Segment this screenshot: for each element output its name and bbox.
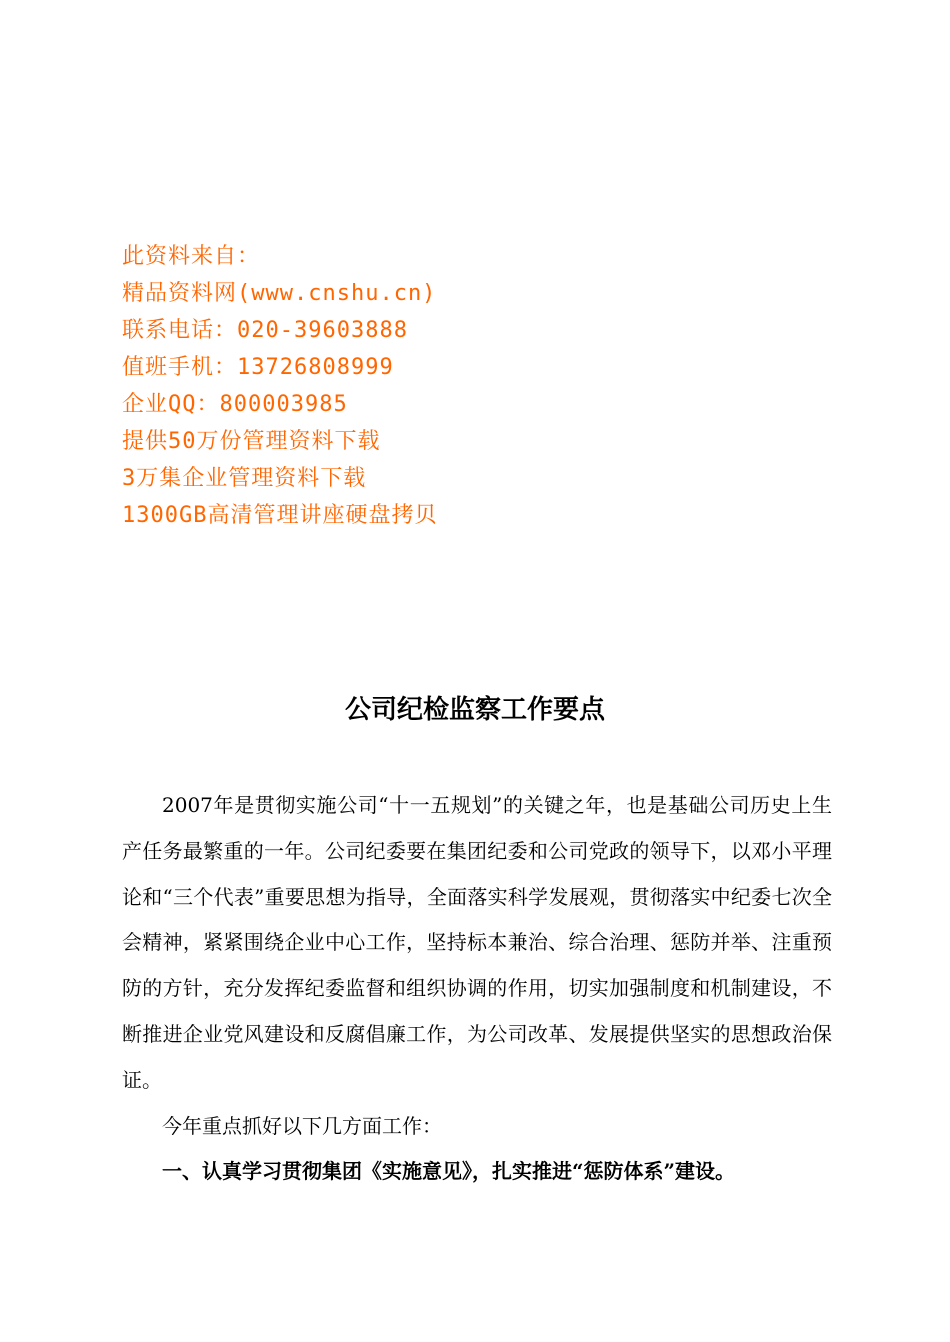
promo-line-offer-harddisk: 1300GB高清管理讲座硬盘拷贝 xyxy=(122,503,438,528)
document-title: 公司纪检监察工作要点 xyxy=(344,695,605,725)
intro-paragraph: 2007年是贯彻实施公司“十一五规划”的关键之年，也是基础公司历史上生产任务最繁重的一年。公司纪委要在集团纪委和公司党政的领导下，以邓小平理论和“三个代表”重要思想为指导，全面落实科学发展观，贯彻落实中纪委七次全会精神，紧紧围绕企业中心工作，坚持标本兼治、综合治理、惩防并举、注重预防的方针，充分发挥纪委监督和组织协调的作用，切实加强制度和机制建设，不断推进企业党风建设和反腐倡廉工作，为公司改革、发展提供坚实的思想政治保证。 xyxy=(122,793,832,1092)
focus-paragraph: 今年重点抓好以下几方面工作： xyxy=(162,1113,442,1138)
promo-line-mobile: 值班手机：13726808999 xyxy=(122,355,394,380)
promo-block xyxy=(122,238,722,534)
section-heading-1: 一、认真学习贯彻集团《实施意见》，扎实推进“惩防体系”建设。 xyxy=(162,1159,736,1184)
document-body xyxy=(122,783,832,1195)
promo-line-phone: 联系电话：020-39603888 xyxy=(122,318,408,343)
promo-line-qq: 企业QQ：800003985 xyxy=(122,392,348,417)
promo-line-offer-docs: 提供50万份管理资料下载 xyxy=(122,429,381,454)
promo-line-website: 精品资料网(www.cnshu.cn) xyxy=(122,281,437,306)
promo-line-source: 此资料来自： xyxy=(122,244,261,269)
promo-line-offer-videos: 3万集企业管理资料下载 xyxy=(122,466,367,491)
